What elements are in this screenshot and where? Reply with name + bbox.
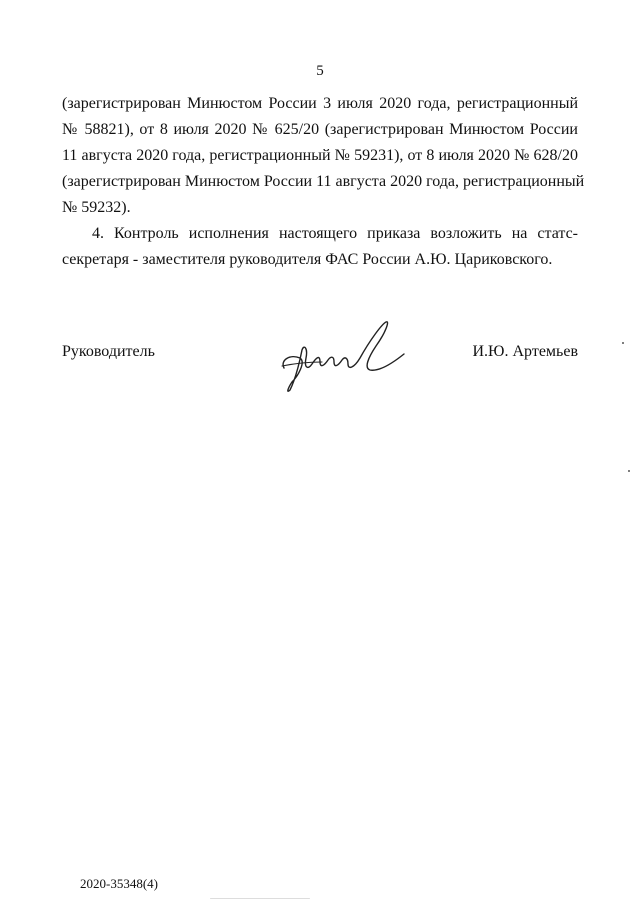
handwritten-signature	[278, 318, 408, 396]
signatory-name: И.Ю. Артемьев	[472, 343, 578, 360]
paragraph-2-line: секретаря - заместителя руководителя ФАС России А.Ю. Цариковского.	[62, 251, 553, 268]
paragraph-1-line: № 59232).	[62, 199, 131, 216]
paragraph-2-line: 4. Контроль исполнения настоящего приказа возложить на статс-	[92, 225, 578, 242]
paragraph-2	[62, 221, 578, 273]
paragraph-1-line: (зарегистрирован Минюстом России 11 августа 2020 года, регистрационный	[62, 173, 585, 190]
document-code: 2020-35348(4)	[80, 876, 158, 891]
paragraph-1	[62, 91, 585, 221]
paragraph-1-line: № 58821), от 8 июля 2020 № 625/20 (зарегистрирован Минюстом России	[62, 121, 578, 138]
page-number: 5	[316, 63, 324, 79]
paragraph-1-line: (зарегистрирован Минюстом России 3 июля 2020 года, регистрационный	[62, 95, 578, 112]
paragraph-1-line: 11 августа 2020 года, регистрационный № 59231), от 8 июля 2020 № 628/20	[62, 147, 578, 164]
margin-mark	[622, 342, 624, 344]
signatory-title: Руководитель	[62, 343, 155, 360]
margin-mark	[628, 470, 630, 472]
margin-mark	[210, 898, 310, 899]
